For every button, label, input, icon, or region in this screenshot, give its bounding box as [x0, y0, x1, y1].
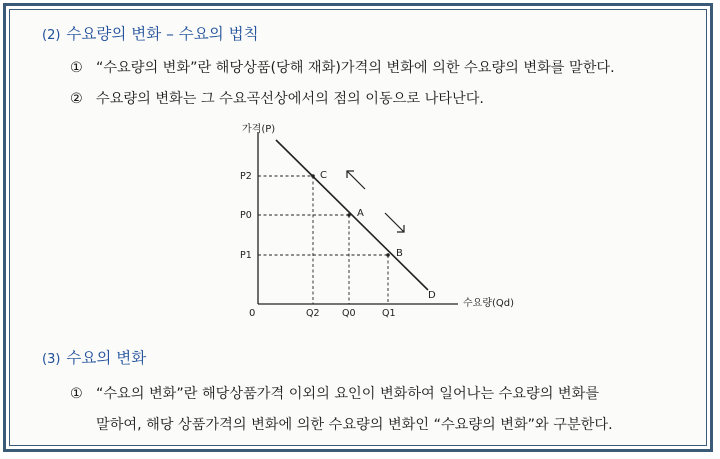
x-axis-label: 수요량(Qd)	[463, 298, 515, 309]
demand-curve-chart	[230, 118, 530, 323]
section3-title: 수요의 변화	[66, 349, 147, 367]
item-marker: ①	[70, 386, 83, 402]
arrow-down-right-icon	[385, 213, 404, 232]
x-tick-label: Q0	[342, 308, 356, 319]
y-tick-label: P1	[240, 250, 252, 261]
x-tick-label: Q1	[382, 308, 396, 319]
item-text-line2: 말하여, 해당 상품가격의 변화에 의한 수요량의 변화인 “수요량의 변화”와 구분한다.	[96, 417, 613, 433]
section2-heading	[42, 22, 259, 44]
item-text: “수요량의 변화”란 해당상품(당해 재화)가격의 변화에 의한 수요량의 변화를 말한다.	[96, 60, 615, 76]
y-axis-label: 가격(P)	[242, 124, 276, 135]
point-a	[347, 213, 351, 217]
section3-item-1	[70, 383, 599, 403]
x-tick-label: Q2	[306, 308, 320, 319]
y-tick-label: P2	[240, 171, 252, 182]
section2-title: 수요량의 변화 – 수요의 법칙	[66, 25, 259, 43]
item-text: 수요량의 변화는 그 수요곡선상에서의 점의 이동으로 나타난다.	[96, 91, 484, 107]
point-b-label: B	[396, 248, 403, 259]
item-marker: ①	[70, 60, 83, 76]
point-c-label: C	[320, 170, 327, 181]
demand-curve-label: D	[428, 290, 436, 301]
section2-item-1	[70, 57, 615, 77]
section2-item-2	[70, 88, 484, 108]
section3-number: (3)	[42, 352, 61, 367]
point-c	[311, 174, 315, 178]
section2-number: (2)	[42, 28, 61, 43]
section3-heading	[42, 346, 146, 368]
item-marker: ②	[70, 91, 83, 107]
item-text-line1: “수요의 변화”란 해당상품가격 이외의 요인이 변화하여 일어나는 수요량의 변화를	[96, 386, 600, 402]
arrow-up-left-icon	[347, 171, 365, 189]
y-tick-label: P0	[240, 210, 252, 221]
origin-label: 0	[249, 308, 256, 319]
point-a-label: A	[357, 208, 364, 219]
section3-item-1-cont	[96, 414, 613, 434]
point-b	[386, 253, 390, 257]
